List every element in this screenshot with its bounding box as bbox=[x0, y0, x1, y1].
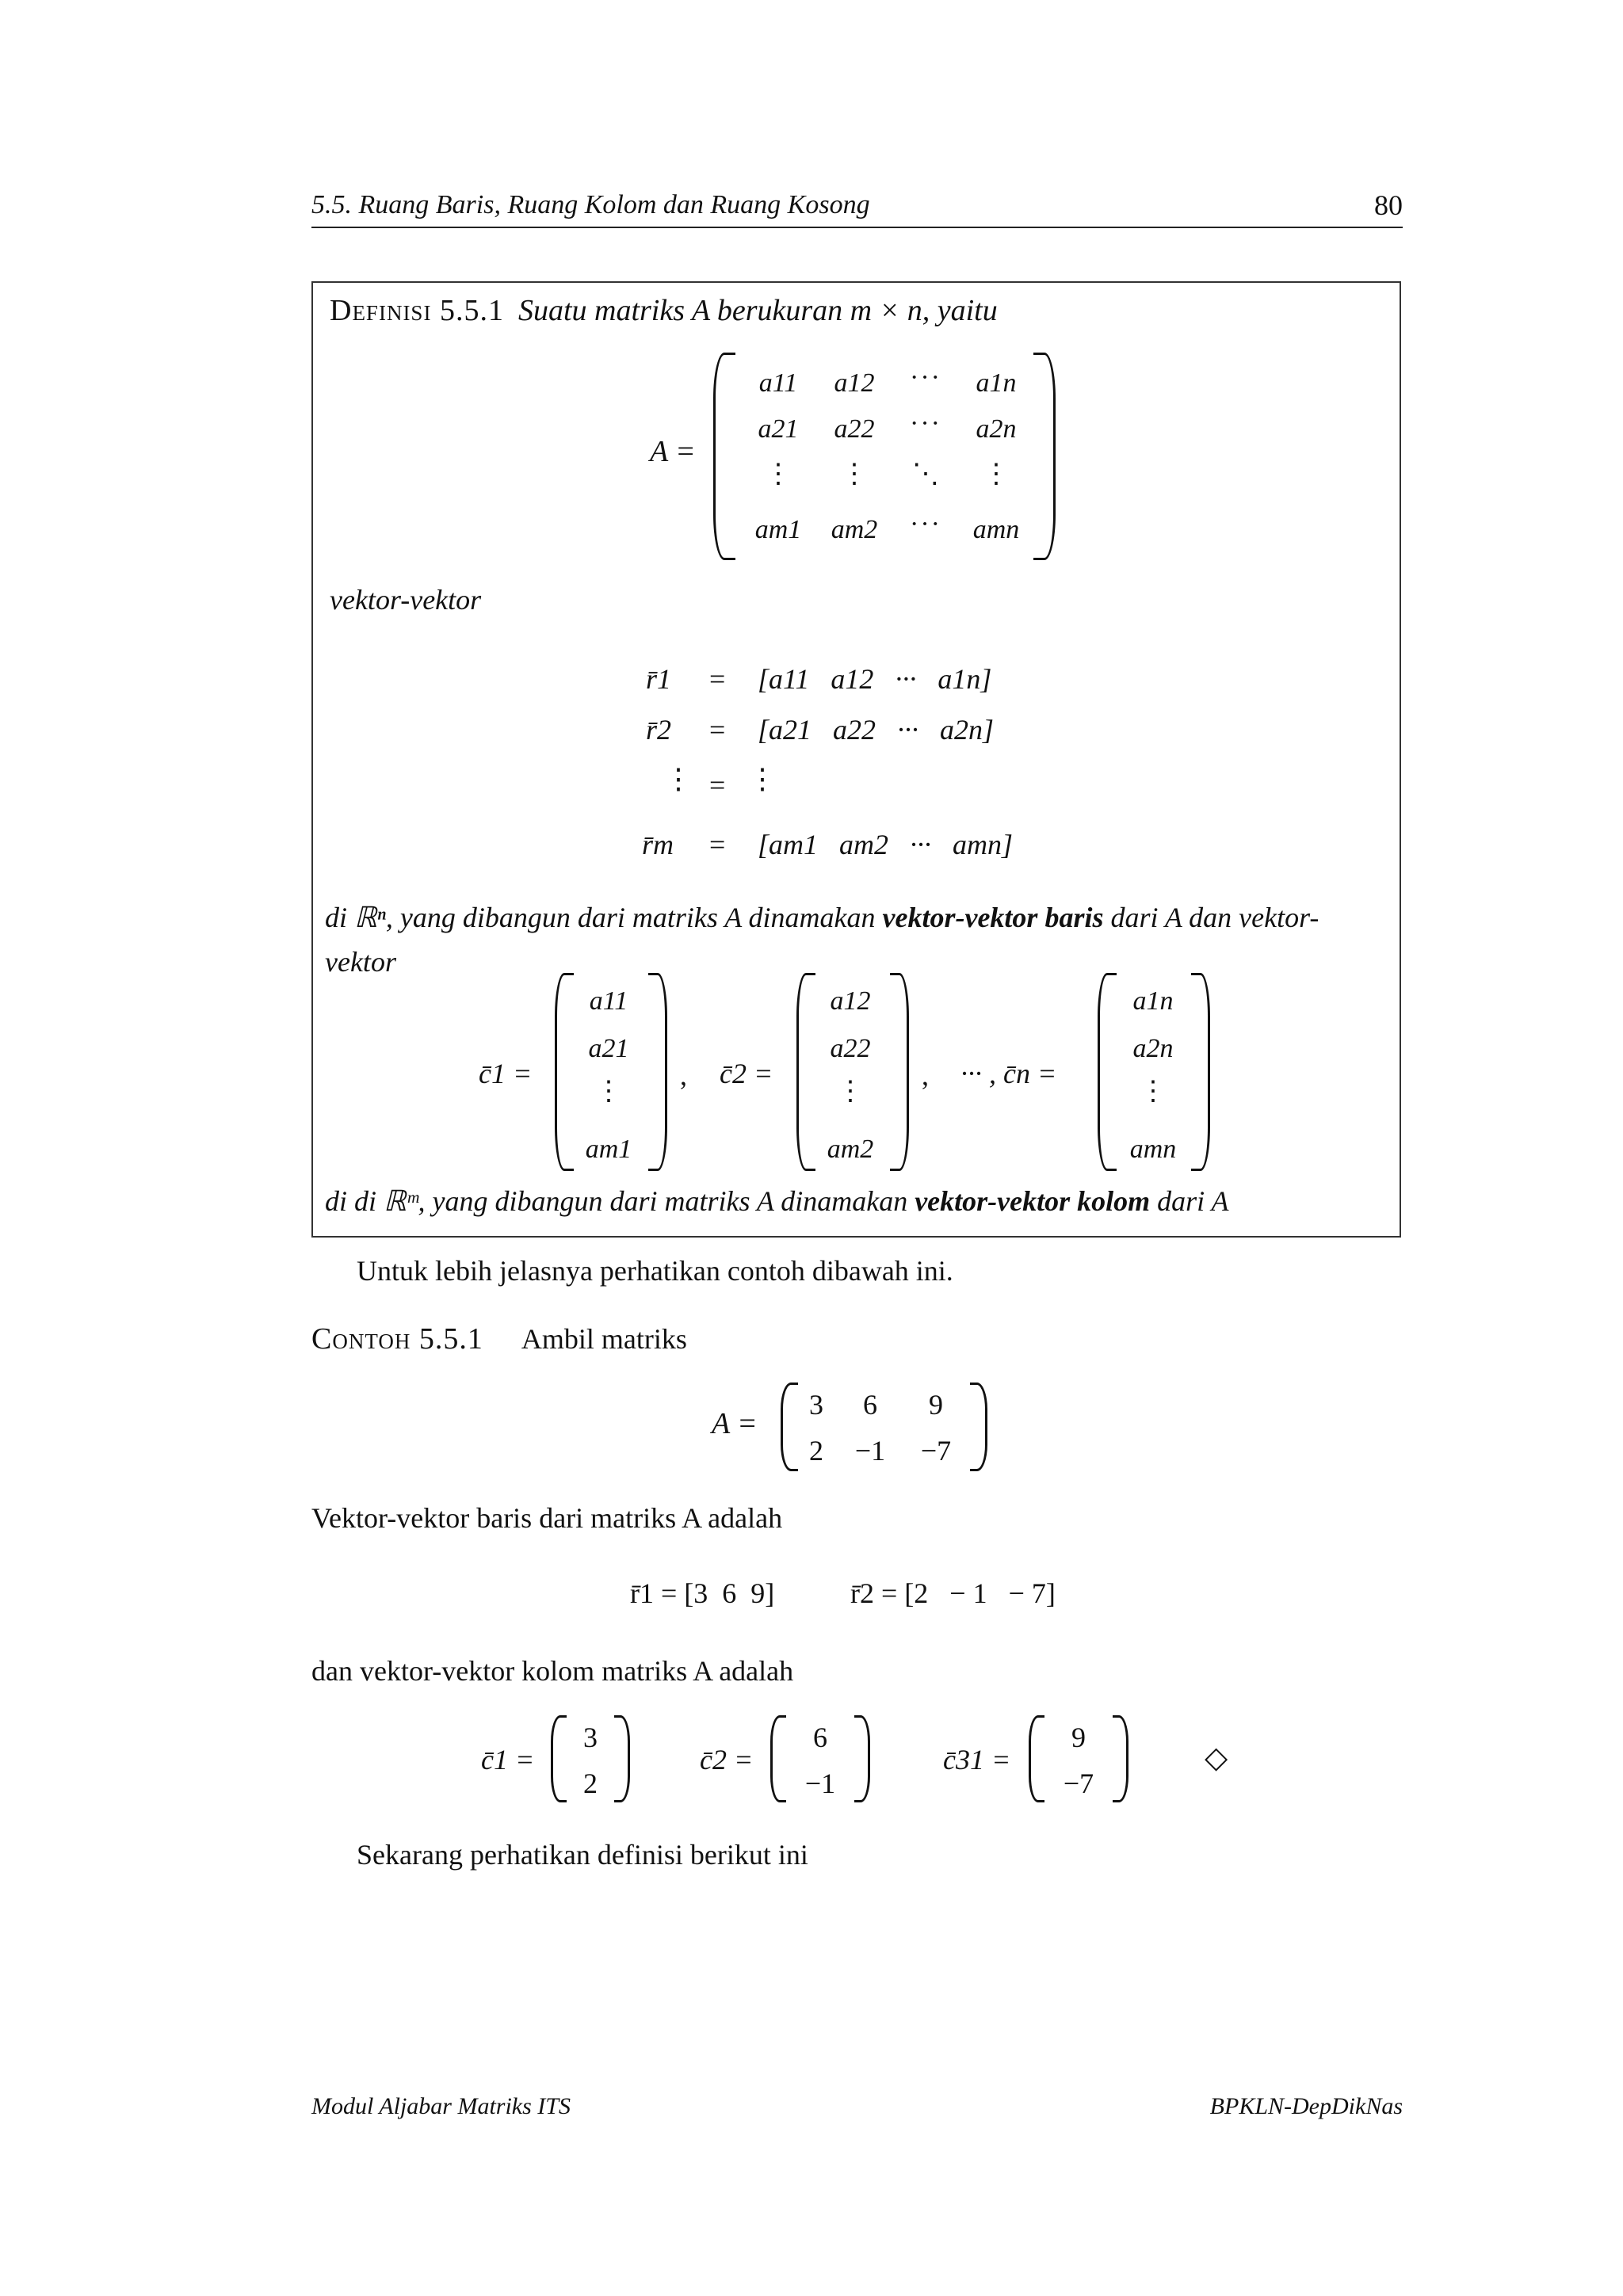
column-entry: am2 bbox=[827, 1135, 874, 1164]
column-vector-lhs: ··· , c̄n = bbox=[960, 1058, 1057, 1089]
running-header bbox=[311, 187, 1403, 228]
column-entry: −7 bbox=[1063, 1768, 1094, 1799]
rows-intro: Vektor-vektor baris dari matriks A adalah bbox=[311, 1502, 783, 1534]
rows-sentence bbox=[325, 901, 1319, 934]
end-of-example-icon: ◇ bbox=[1205, 1741, 1228, 1775]
column-entry: a1n bbox=[1132, 986, 1174, 1016]
paragraph-next: Sekarang perhatikan definisi berikut ini bbox=[357, 1839, 808, 1871]
row-vector-lhs: r̄2 bbox=[646, 714, 672, 746]
cols-sentence-a: di di ℝᵐ, yang dibangun dari matriks A dinamakan bbox=[325, 1185, 915, 1217]
column-lhs: c̄31 = bbox=[943, 1744, 1011, 1775]
column-entry: 6 bbox=[813, 1722, 827, 1753]
equals-sign: = bbox=[709, 769, 726, 801]
left-paren bbox=[770, 1715, 786, 1802]
matrix-cell: am1 bbox=[754, 515, 802, 544]
definition-heading bbox=[330, 293, 998, 328]
column-entry: 3 bbox=[583, 1722, 598, 1753]
column-entry: 9 bbox=[1071, 1722, 1086, 1753]
left-paren bbox=[1029, 1715, 1044, 1802]
rows-sentence-a: di ℝⁿ, yang dibangun dari matriks A dinamakan bbox=[325, 902, 883, 933]
matrix-cell: a22 bbox=[834, 414, 875, 444]
matrix-cell: 6 bbox=[863, 1389, 877, 1421]
cols-bold: vektor-vektor kolom bbox=[915, 1185, 1151, 1217]
matrix-cell: ··· bbox=[910, 409, 941, 438]
footer-left: Modul Aljabar Matriks ITS bbox=[311, 2093, 571, 2119]
matrix-cell: 3 bbox=[809, 1389, 823, 1421]
row-vectors-label: vektor-vektor bbox=[330, 584, 482, 616]
matrix-cell: a11 bbox=[758, 368, 798, 398]
matrix-cell: ··· bbox=[910, 363, 941, 392]
matrix-cell: −7 bbox=[920, 1435, 952, 1466]
row-vector-rhs: [a11 a12 ··· a1n] bbox=[758, 663, 992, 695]
column-lhs: c̄1 = bbox=[481, 1744, 535, 1775]
equals-sign: = bbox=[709, 663, 726, 695]
row-vector-lhs: ⋮ bbox=[664, 763, 693, 795]
column-entry: a21 bbox=[588, 1034, 629, 1063]
cols-sentence-b: dari A bbox=[1150, 1185, 1229, 1217]
row-vector-rhs: [am1 am2 ··· amn] bbox=[758, 829, 1014, 860]
example-intro: Ambil matriks bbox=[521, 1323, 687, 1355]
matrix-cell: a21 bbox=[758, 414, 799, 444]
rows-bold: vektor-vektor baris bbox=[882, 902, 1104, 933]
definition-intro: Suatu matriks A berukuran m × n, yaitu bbox=[517, 294, 998, 327]
column-entry: ⋮ bbox=[837, 1077, 864, 1106]
row-vector-rhs: [a21 a22 ··· a2n] bbox=[758, 714, 995, 746]
matrix-cell: ⋮ bbox=[765, 460, 792, 489]
cols-intro: dan vektor-vektor kolom matriks A adalah bbox=[311, 1655, 794, 1687]
row-vector-lhs: r̄m bbox=[642, 829, 674, 860]
left-paren bbox=[713, 353, 735, 560]
rows-sentence-b: dari A dan vektor- bbox=[1103, 902, 1319, 933]
right-paren bbox=[970, 1383, 987, 1471]
comma: , bbox=[680, 1059, 687, 1091]
matrix-cell: a1n bbox=[976, 368, 1017, 398]
cols-sentence bbox=[325, 1184, 1228, 1218]
example-heading bbox=[311, 1322, 687, 1356]
matrix-cell: ··· bbox=[910, 509, 941, 539]
matrix-cell: a2n bbox=[976, 414, 1017, 444]
column-entry: a11 bbox=[589, 986, 628, 1016]
header-title: 5.5. Ruang Baris, Ruang Kolom dan Ruang Kosong bbox=[311, 190, 870, 219]
matrix-lhs: A = bbox=[650, 435, 696, 468]
example-label: Contoh 5.5.1 bbox=[311, 1322, 483, 1356]
column-entry: am1 bbox=[585, 1135, 632, 1164]
matrix-cell: amn bbox=[972, 515, 1020, 544]
matrix-cell: ⋮ bbox=[841, 460, 868, 489]
example-row-2: r̄2 = [2 − 1 − 7] bbox=[850, 1577, 1056, 1609]
definition-label: Definisi 5.5.1 bbox=[330, 294, 504, 327]
matrix-cell: 2 bbox=[809, 1435, 823, 1466]
row-vector-lhs: r̄1 bbox=[646, 663, 672, 695]
column-entry: amn bbox=[1129, 1135, 1177, 1164]
row-vector-rhs: ⋮ bbox=[748, 763, 777, 795]
matrix-cell: ⋮ bbox=[983, 460, 1010, 489]
page-number: 80 bbox=[1374, 189, 1403, 221]
column-entry: a2n bbox=[1132, 1034, 1174, 1063]
example-row-1: r̄1 = [3 6 9] bbox=[630, 1577, 775, 1609]
column-entry: 2 bbox=[583, 1768, 598, 1799]
footer-right: BPKLN-DepDikNas bbox=[1209, 2093, 1403, 2119]
column-entry: ⋮ bbox=[1140, 1077, 1167, 1106]
rows-sentence-cont: vektor bbox=[325, 946, 396, 978]
matrix-cell: am2 bbox=[831, 515, 878, 544]
matrix-cell: 9 bbox=[929, 1389, 943, 1421]
column-entry: ⋮ bbox=[595, 1077, 622, 1106]
column-vector-lhs: c̄2 = bbox=[720, 1058, 773, 1089]
matrix-cell: a12 bbox=[834, 368, 875, 398]
column-lhs: c̄2 = bbox=[700, 1744, 754, 1775]
column-vector-lhs: c̄1 = bbox=[479, 1058, 533, 1089]
paragraph-intro: Untuk lebih jelasnya perhatikan contoh dibawah ini. bbox=[357, 1255, 953, 1287]
column-entry: a22 bbox=[830, 1034, 871, 1063]
right-paren bbox=[854, 1715, 870, 1802]
right-paren bbox=[1113, 1715, 1128, 1802]
column-entry: a12 bbox=[830, 986, 871, 1016]
equals-sign: = bbox=[709, 829, 726, 860]
example-lhs: A = bbox=[712, 1407, 758, 1440]
column-entry: −1 bbox=[804, 1768, 836, 1799]
matrix-cell: ⋱ bbox=[912, 460, 939, 489]
equals-sign: = bbox=[709, 714, 726, 746]
comma: , bbox=[922, 1059, 929, 1091]
matrix-cell: −1 bbox=[854, 1435, 886, 1466]
